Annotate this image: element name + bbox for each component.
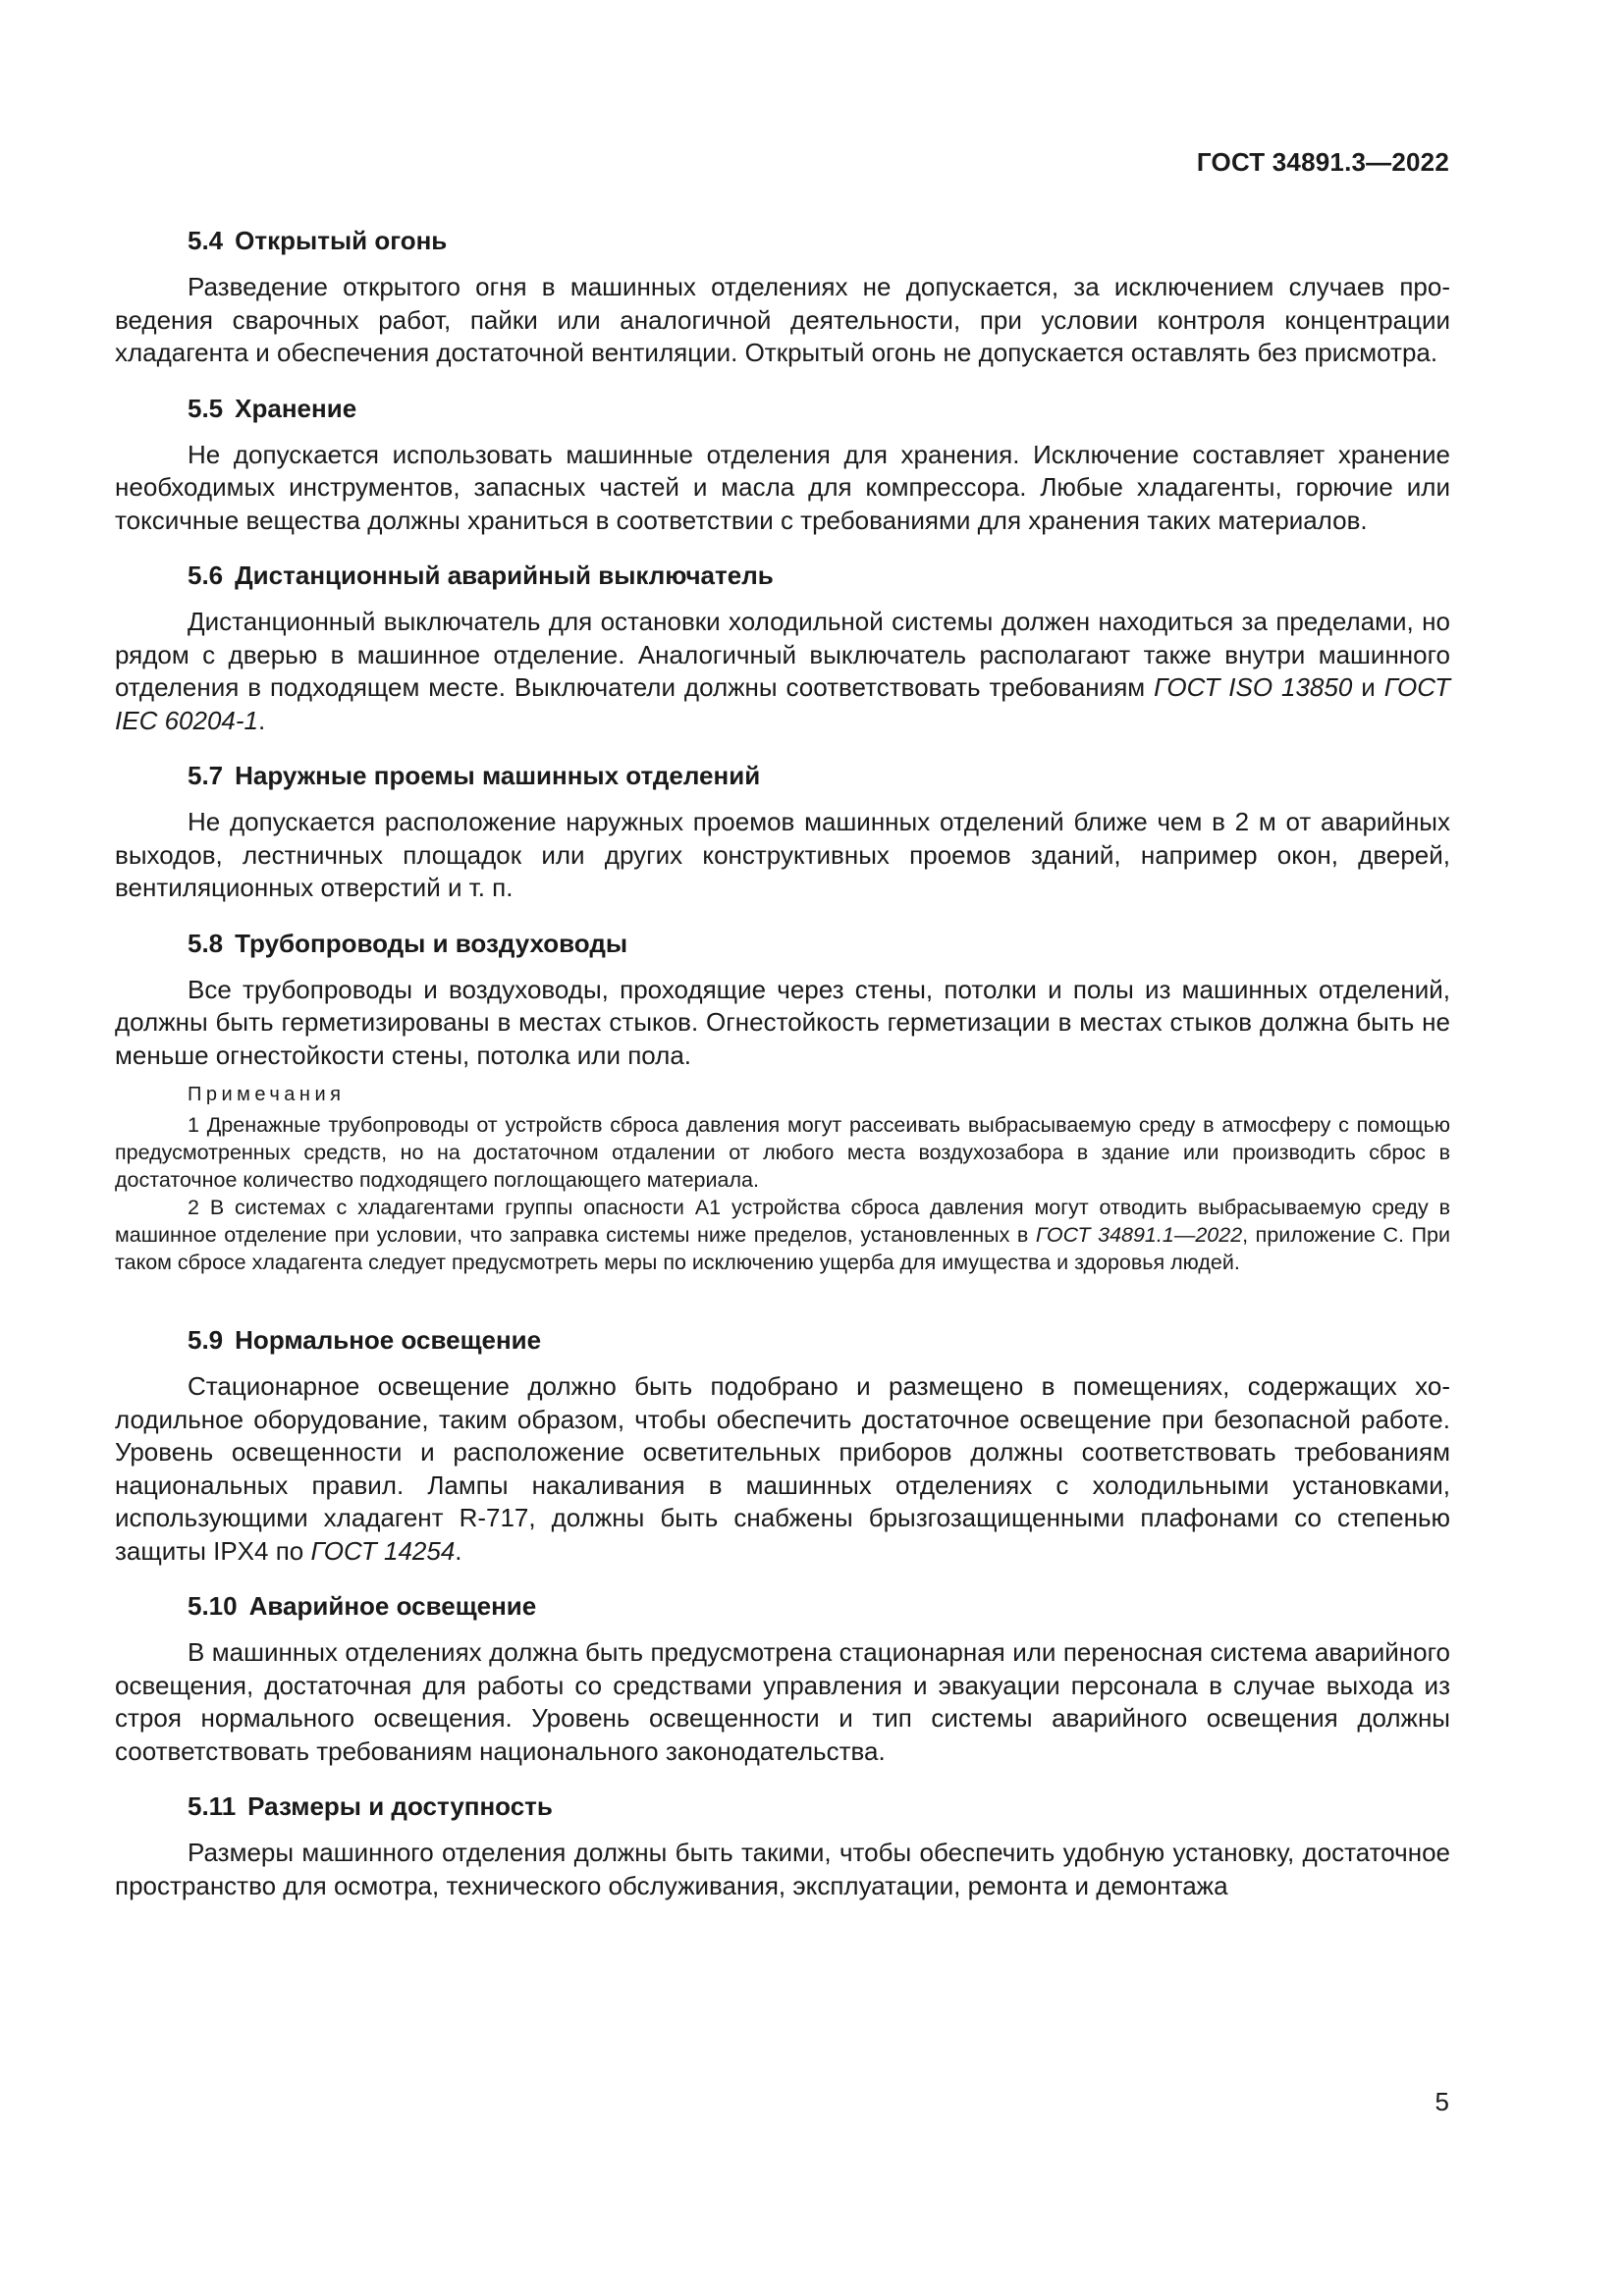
section-number: 5.7: [188, 761, 224, 790]
standard-reference: ГОСТ 14254: [310, 1535, 456, 1566]
paragraph: Не допускается расположение наружных проемов машинных отделений ближе чем в 2 м от аварийных выходов, лестничных площадок или других конструктивных проемов зданий, например окон, дверей, вентиляционных отверстий и т. п.: [115, 807, 1450, 902]
paragraph: Разведение открытого огня в машинных отделениях не допускается, за исключением случаев проведения сварочных работ, пайки или аналогичной деятельности, при условии контроля концентрации хладагента и обеспечения достаточной вентиляции. Открытый огонь не допускается оставлять без присмотра.: [115, 272, 1450, 367]
paragraph-text: Стационарное освещение должно быть подобрано и размещено в помещениях, содержащих холодильное оборудование, таким образом, чтобы обеспечить достаточное освещение при безопасной работе. Уровень освещенности и расположение осветительных приборов должны соответствовать требованиям национальных правил. Лампы накаливания в машинных отделениях с холодильными установками, использующими хладагент R-717, должны быть снабжены брызгозащищенными плафонами со степенью защиты IPX4 по: [115, 1371, 1450, 1566]
section-5-7: [115, 757, 1450, 905]
section-5-10: [115, 1587, 1450, 1768]
paragraph: [115, 1370, 1450, 1568]
notes-block: [115, 1082, 1450, 1276]
section-number: 5.11: [188, 1791, 237, 1821]
note-item: [115, 1194, 1450, 1276]
section-heading: [115, 757, 1450, 794]
section-title: Нормальное освещение: [235, 1325, 542, 1355]
section-title: Размеры и доступность: [247, 1791, 553, 1821]
section-number: 5.6: [188, 561, 224, 590]
note-text: , приложение С. При таком сбросе хладагента следует предусмотреть меры по исключению ущерба для имущества и здоровья людей.: [115, 1223, 1450, 1274]
paragraph: [115, 606, 1450, 737]
section-number: 5.8: [188, 928, 224, 958]
section-number: 5.4: [188, 226, 224, 255]
section-title: Трубопроводы и воздуховоды: [235, 928, 628, 958]
section-5-11: [115, 1788, 1450, 1902]
page-number: 5: [1435, 2087, 1449, 2116]
section-title: Открытый огонь: [235, 226, 448, 255]
paragraph: В машинных отделениях должна быть предусмотрена стационарная или переносная система аварийного освещения, достаточная для работы со средствами управления и эвакуации персонала в случае выхода из строя нормального освещения. Уровень освещенности и тип системы аварийного освещения должны соответствовать требованиям национального законодательства.: [115, 1637, 1450, 1766]
spacer: [115, 1296, 1450, 1321]
section-5-5: [115, 390, 1450, 538]
section-title: Аварийное освещение: [248, 1591, 537, 1621]
section-heading: [115, 1788, 1450, 1825]
note-item: 1 Дренажные трубопроводы от устройств сброса давления могут рассеивать выбрасываемую среду в атмосферу с помощью предусмотренных средств, но на достаточном отдалении от любого места воздухозабора в здание или производить сброс в достаточное количество подходящего поглощающего материала.: [115, 1113, 1450, 1192]
section-number: 5.5: [188, 393, 224, 423]
standard-code: ГОСТ 34891.3—2022: [1196, 147, 1449, 177]
standard-reference: ГОСТ IEC 60204-1: [115, 672, 1450, 735]
section-heading: [115, 1587, 1450, 1625]
paragraph-text: и: [1352, 672, 1384, 702]
section-number: 5.9: [188, 1325, 224, 1355]
section-number: 5.10: [188, 1591, 238, 1621]
section-5-9: [115, 1321, 1450, 1568]
section-5-6: [115, 557, 1450, 737]
section-heading: [115, 925, 1450, 962]
paragraph-text: .: [455, 1535, 462, 1566]
paragraph: Не допускается использовать машинные отделения для хранения. Исключение составляет хранение необходимых инструментов, запасных частей и масла для компрессора. Любые хладагенты, горючие или токсичные вещества должны храниться в соответствии с требованиями для хранения таких материалов.: [115, 439, 1450, 535]
standard-reference: ГОСТ ISO 13850: [1154, 672, 1353, 702]
section-heading: [115, 222, 1450, 259]
section-title: Дистанционный аварийный выключатель: [235, 561, 774, 590]
section-5-4: [115, 222, 1450, 370]
section-heading: [115, 557, 1450, 594]
section-title: Хранение: [235, 393, 357, 423]
section-title: Наружные проемы машинных отделений: [235, 761, 761, 790]
section-heading: [115, 1321, 1450, 1359]
paragraph: Размеры машинного отделения должны быть такими, чтобы обеспечить удобную установку, достаточное пространство для осмотра, технического обслуживания, эксплуатации, ремонта и демонтажа: [115, 1838, 1450, 1900]
paragraph-text: Дистанционный выключатель для остановки холодильной системы должен находиться за пределами, но рядом с дверью в машинное отделение. Аналогичный выключатель располагают также внутри машинного отделения в подходящем месте. Выключатели должны соответствовать требованиям: [115, 607, 1450, 702]
page-content: [115, 222, 1450, 1922]
section-heading: [115, 390, 1450, 427]
section-5-8: [115, 925, 1450, 1277]
standard-reference: ГОСТ 34891.1—2022: [1035, 1223, 1243, 1247]
note-text: 2 В системах с хладагентами группы опасности А1 устройства сброса давления могут отводить выбрасываемую среду в машинное отделение при условии, что заправка системы ниже пределов, установленных в: [115, 1196, 1450, 1247]
notes-title: Примечания: [188, 1084, 346, 1105]
paragraph: Все трубопроводы и воздуховоды, проходящие через стены, потолки и полы из машинных отделений, должны быть герметизированы в местах стыков. Огнестойкость герметизации в местах стыков должна быть не меньше огнестойкости стены, потолка или пола.: [115, 974, 1450, 1070]
paragraph-text: .: [257, 705, 266, 735]
